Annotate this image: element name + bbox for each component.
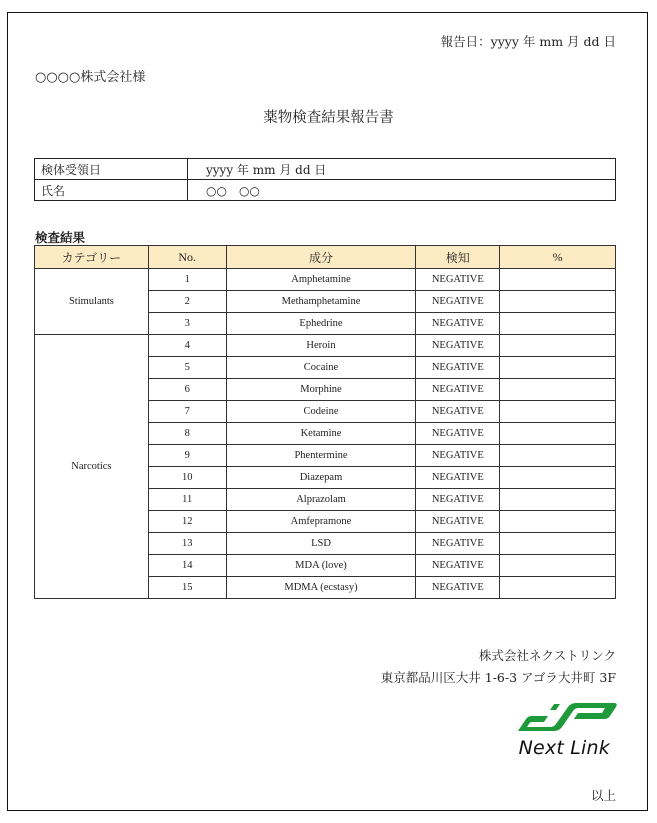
row-percent <box>500 489 616 511</box>
row-percent <box>500 335 616 357</box>
row-no: 5 <box>148 357 226 379</box>
row-component: Methamphetamine <box>226 291 416 313</box>
info-row-name <box>35 180 616 201</box>
recipient: ○○○○株式会社様 <box>35 70 146 85</box>
company-address: 東京都品川区大井 1-6-3 アゴラ大井町 3F <box>380 670 616 685</box>
info-label: 氏名 <box>35 180 188 201</box>
row-detection: NEGATIVE <box>416 401 500 423</box>
logo-text: Next Link <box>518 737 610 759</box>
row-percent <box>500 357 616 379</box>
row-percent <box>500 445 616 467</box>
next-link-logo-icon <box>510 693 620 735</box>
row-no: 3 <box>148 313 226 335</box>
row-detection: NEGATIVE <box>416 577 500 599</box>
row-percent <box>500 313 616 335</box>
column-header-detection: 検知 <box>416 246 500 269</box>
row-no: 7 <box>148 401 226 423</box>
info-value: ○○ ○○ <box>188 180 616 201</box>
row-no: 2 <box>148 291 226 313</box>
row-component: MDA (love) <box>226 555 416 577</box>
row-detection: NEGATIVE <box>416 269 500 291</box>
report-date: 報告日：yyyy 年 mm 月 dd 日 <box>440 34 616 49</box>
row-component: Phentermine <box>226 445 416 467</box>
row-component: Morphine <box>226 379 416 401</box>
row-component: Ketamine <box>226 423 416 445</box>
row-detection: NEGATIVE <box>416 335 500 357</box>
results-header-row <box>35 246 616 269</box>
row-no: 15 <box>148 577 226 599</box>
row-component: Amfepramone <box>226 511 416 533</box>
row-detection: NEGATIVE <box>416 467 500 489</box>
row-no: 12 <box>148 511 226 533</box>
row-percent <box>500 379 616 401</box>
row-percent <box>500 269 616 291</box>
table-row <box>35 335 616 357</box>
row-no: 9 <box>148 445 226 467</box>
section-title: 検査結果 <box>35 230 86 245</box>
info-label: 検体受領日 <box>35 159 188 180</box>
row-component: Alprazolam <box>226 489 416 511</box>
row-detection: NEGATIVE <box>416 555 500 577</box>
row-detection: NEGATIVE <box>416 489 500 511</box>
row-no: 4 <box>148 335 226 357</box>
results-table <box>34 245 616 599</box>
row-no: 10 <box>148 467 226 489</box>
row-component: Diazepam <box>226 467 416 489</box>
row-percent <box>500 577 616 599</box>
column-header-category: カテゴリー <box>35 246 149 269</box>
row-percent <box>500 467 616 489</box>
info-value: yyyy 年 mm 月 dd 日 <box>188 159 616 180</box>
row-percent <box>500 511 616 533</box>
company-logo <box>510 693 620 763</box>
row-detection: NEGATIVE <box>416 313 500 335</box>
category-cell: Narcotics <box>35 335 149 599</box>
row-percent <box>500 401 616 423</box>
row-component: Ephedrine <box>226 313 416 335</box>
company-name: 株式会社ネクストリンク <box>478 648 616 663</box>
row-no: 6 <box>148 379 226 401</box>
row-detection: NEGATIVE <box>416 445 500 467</box>
info-table <box>34 158 616 201</box>
row-component: Cocaine <box>226 357 416 379</box>
row-percent <box>500 533 616 555</box>
row-component: Codeine <box>226 401 416 423</box>
document-title: 薬物検査結果報告書 <box>263 110 394 126</box>
table-row <box>35 269 616 291</box>
row-component: MDMA (ecstasy) <box>226 577 416 599</box>
row-detection: NEGATIVE <box>416 423 500 445</box>
column-header-component: 成分 <box>226 246 416 269</box>
row-no: 14 <box>148 555 226 577</box>
category-cell: Stimulants <box>35 269 149 335</box>
row-component: Heroin <box>226 335 416 357</box>
row-detection: NEGATIVE <box>416 379 500 401</box>
closing-text: 以上 <box>590 788 616 803</box>
row-component: Amphetamine <box>226 269 416 291</box>
info-row-received-date <box>35 159 616 180</box>
row-detection: NEGATIVE <box>416 533 500 555</box>
row-no: 8 <box>148 423 226 445</box>
row-component: LSD <box>226 533 416 555</box>
row-no: 11 <box>148 489 226 511</box>
row-detection: NEGATIVE <box>416 511 500 533</box>
row-detection: NEGATIVE <box>416 357 500 379</box>
row-percent <box>500 423 616 445</box>
row-percent <box>500 291 616 313</box>
column-header-percent: % <box>500 246 616 269</box>
row-no: 1 <box>148 269 226 291</box>
row-no: 13 <box>148 533 226 555</box>
row-detection: NEGATIVE <box>416 291 500 313</box>
row-percent <box>500 555 616 577</box>
column-header-no: No. <box>148 246 226 269</box>
